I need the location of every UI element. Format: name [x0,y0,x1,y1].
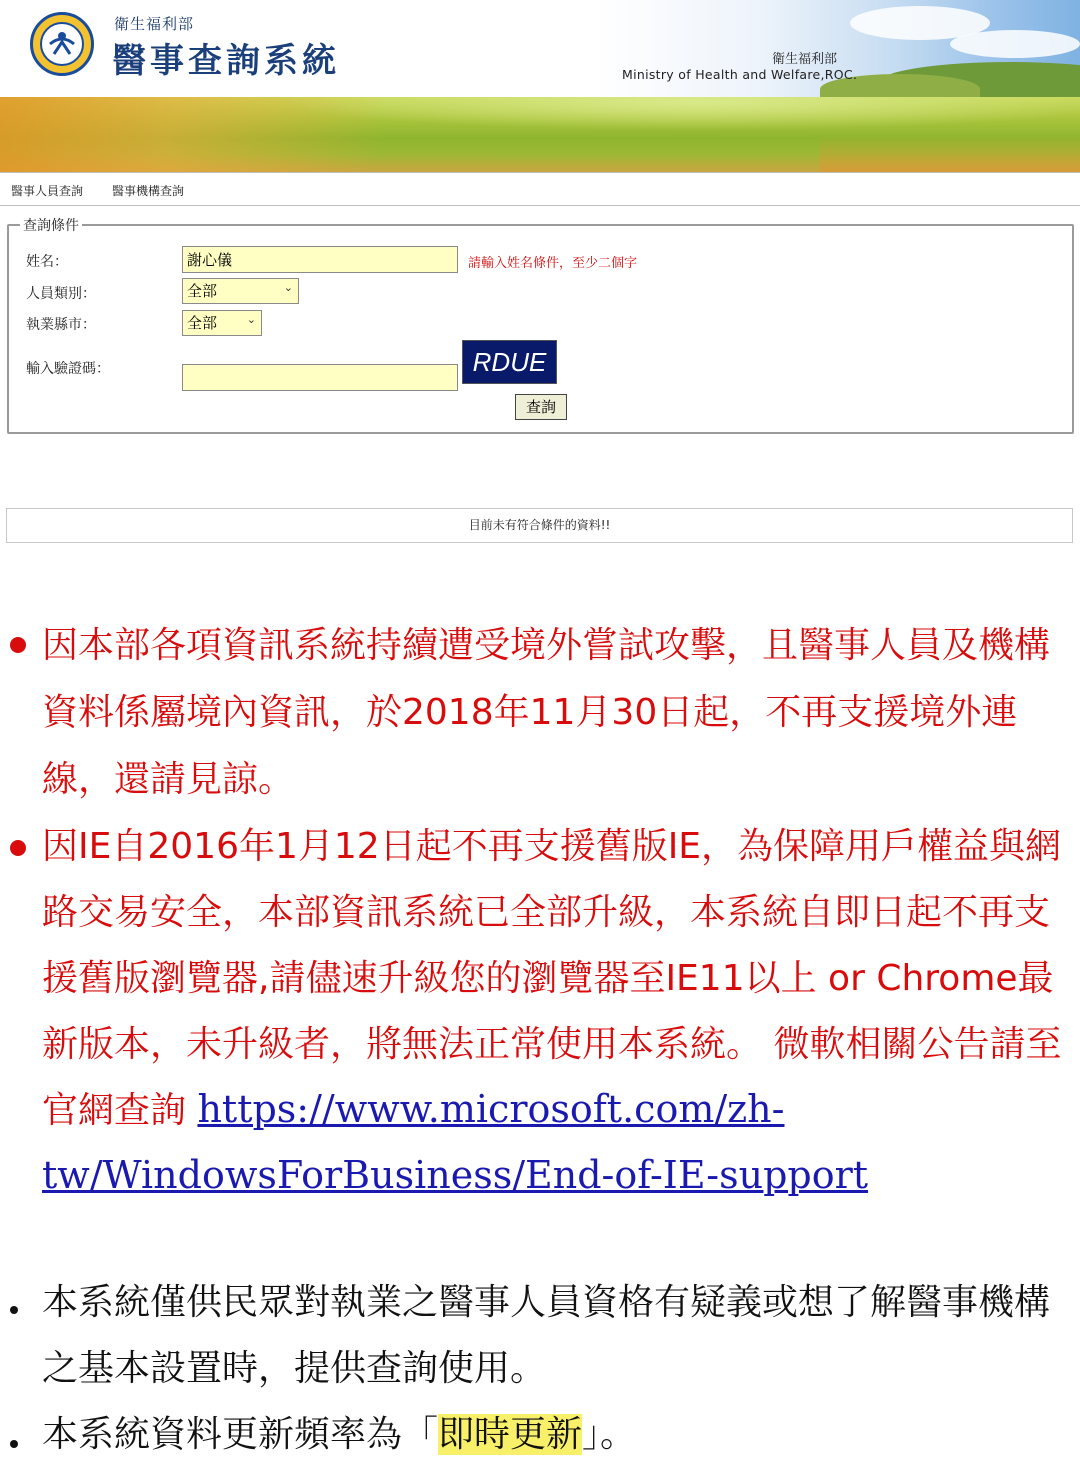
personnel-type-value: 全部 [187,282,218,300]
notice-update-frequency [42,1402,1077,1468]
name-input[interactable]: 謝心儀 [182,246,458,273]
nav-item-personnel-query[interactable]: 醫事人員查詢 [11,184,84,198]
query-button[interactable]: 查詢 [515,394,567,420]
name-label: 姓名： [26,254,68,270]
bullet-icon [10,637,26,653]
name-hint: 請輸入姓名條件，至少二個字 [468,256,638,271]
top-nav [0,172,1080,206]
city-label: 執業縣市： [26,317,96,333]
flower-decoration [820,135,1080,172]
chevron-down-icon: ⌄ [283,281,293,294]
personnel-type-select[interactable] [182,278,299,304]
update-frequency-suffix: 」。 [582,1414,637,1455]
ministry-name-zh: 衛生福利部 [772,52,838,67]
city-select[interactable] [182,310,262,336]
bullet-icon [10,1440,18,1448]
ministry-name-en: Ministry of Health and Welfare,ROC. [622,67,858,82]
bullet-icon [10,1306,18,1314]
update-frequency-highlight: 即時更新 [438,1414,583,1455]
city-value: 全部 [187,314,218,332]
system-title: 醫事查詢系統 [112,41,340,81]
result-message: 目前未有符合條件的資料!! [6,508,1073,543]
chevron-down-icon: ⌄ [246,313,256,326]
microsoft-announcement-link[interactable]: https://www.microsoft.com/zh-tw/WindowsForBusiness/End-of-IE-support [42,1087,869,1197]
notice-ie-support [42,814,1077,1210]
bullet-icon [10,840,26,856]
captcha-image: RDUE [462,340,557,384]
captcha-input[interactable] [182,364,458,391]
flower-decoration [0,97,380,172]
captcha-label: 輸入驗證碼： [26,361,110,377]
nav-item-institution-query[interactable]: 醫事機構查詢 [112,184,185,198]
personnel-type-label: 人員類別： [26,286,96,302]
ministry-logo-icon[interactable] [30,12,94,76]
notice-purpose: 本系統僅供民眾對執業之醫事人員資格有疑義或想了解醫事機構之基本設置時，提供查詢使用。 [42,1282,1051,1389]
query-legend: 查詢條件 [20,215,82,235]
notice-overseas: 因本部各項資訊系統持續遭受境外嘗試攻擊，且醫事人員及機構資料係屬境內資訊，於2018年11月30日起，不再支援境外連線，還請見諒。 [42,625,1051,800]
update-frequency-prefix: 本系統資料更新頻率為「 [42,1414,439,1455]
cloud-decoration [950,30,1080,58]
notice-ie-text: 因IE自2016年1月12日起不再支援舊版IE，為保障用戶權益與網路交易安全，本部資訊系統已全部升級，本系統自即日起不再支援舊版瀏覽器,請儘速升級您的瀏覽器至IE11以上 or Chrome最新版本，未升級者，將無法正常使用本系統。 微軟相關公告請至官網查詢 [42,826,1062,1131]
ministry-name-small: 衛生福利部 [114,15,195,33]
